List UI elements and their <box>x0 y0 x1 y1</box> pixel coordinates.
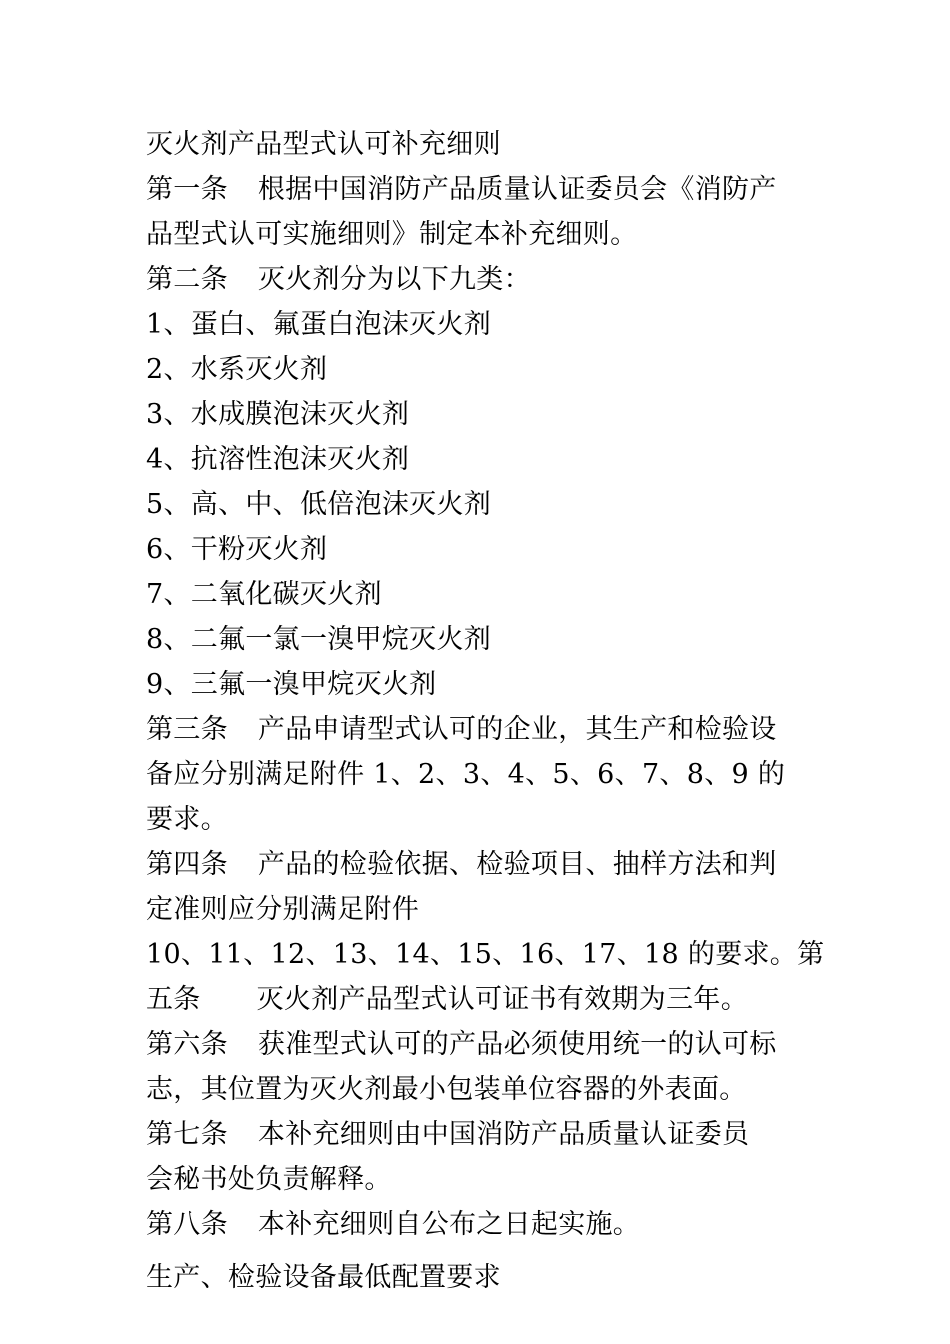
article-6-line-1 <box>146 1022 806 1067</box>
article-4-line-1 <box>146 842 806 887</box>
article-2-label: 第二条 <box>146 264 228 295</box>
article-8-text: 本补充细则自公布之日起实施。 <box>257 1209 641 1240</box>
section-heading: 生产、检验设备最低配置要求 <box>146 1262 501 1293</box>
category-item-5: 5、高、中、低倍泡沫灭火剂 <box>146 489 492 520</box>
article-6-line-2: 志，其位置为灭火剂最小包装单位容器的外表面。 <box>146 1074 747 1105</box>
category-item-1: 1、蛋白、氟蛋白泡沫灭火剂 <box>146 309 492 340</box>
article-7-line-1 <box>146 1112 806 1157</box>
article-3-line-2: 备应分别满足附件 1、2、3、4、5、6、7、8、9 的 <box>146 759 786 790</box>
article-7-text-1: 本补充细则由中国消防产品质量认证委员 <box>257 1119 750 1150</box>
article-7-label: 第七条 <box>146 1119 228 1150</box>
article-4-text-1: 产品的检验依据、检验项目、抽样方法和判 <box>257 849 777 880</box>
article-2-line <box>146 257 806 302</box>
article-4-label: 第四条 <box>146 849 228 880</box>
article-3-line-1 <box>146 707 806 752</box>
article-3-line-3: 要求。 <box>146 804 228 835</box>
category-item-4: 4、抗溶性泡沫灭火剂 <box>146 444 410 475</box>
article-1-label: 第一条 <box>146 174 228 205</box>
article-4-line-3: 10、11、12、13、14、15、16、17、18 的要求。第 <box>146 939 825 970</box>
article-3-label: 第三条 <box>146 714 228 745</box>
article-2-text: 灭火剂分为以下九类： <box>257 264 531 295</box>
category-item-6: 6、干粉灭火剂 <box>146 534 328 565</box>
category-item-3: 3、水成膜泡沫灭火剂 <box>146 399 410 430</box>
article-3-text-1: 产品申请型式认可的企业，其生产和检验设 <box>257 714 777 745</box>
article-7-line-2: 会秘书处负责解释。 <box>146 1164 392 1195</box>
article-5-text: 灭火剂产品型式认可证书有效期为三年。 <box>256 984 749 1015</box>
article-4-line-2: 定准则应分别满足附件 <box>146 894 419 925</box>
category-item-2: 2、水系灭火剂 <box>146 354 328 385</box>
article-5-label: 五条 <box>146 984 201 1015</box>
category-item-7: 7、二氧化碳灭火剂 <box>146 579 382 610</box>
article-1-line-1 <box>146 167 806 212</box>
article-6-label: 第六条 <box>146 1029 228 1060</box>
article-1-text-1: 根据中国消防产品质量认证委员会《消防产 <box>257 174 777 205</box>
category-item-9: 9、三氟一溴甲烷灭火剂 <box>146 669 437 700</box>
article-8-label: 第八条 <box>146 1209 228 1240</box>
article-1-line-2: 品型式认可实施细则》制定本补充细则。 <box>146 219 638 250</box>
article-5-line <box>146 977 806 1022</box>
document-title: 灭火剂产品型式认可补充细则 <box>146 129 501 160</box>
document-body <box>146 122 825 1300</box>
article-8-line <box>146 1202 806 1247</box>
article-6-text-1: 获准型式认可的产品必须使用统一的认可标 <box>257 1029 777 1060</box>
category-item-8: 8、二氟一氯一溴甲烷灭火剂 <box>146 624 492 655</box>
